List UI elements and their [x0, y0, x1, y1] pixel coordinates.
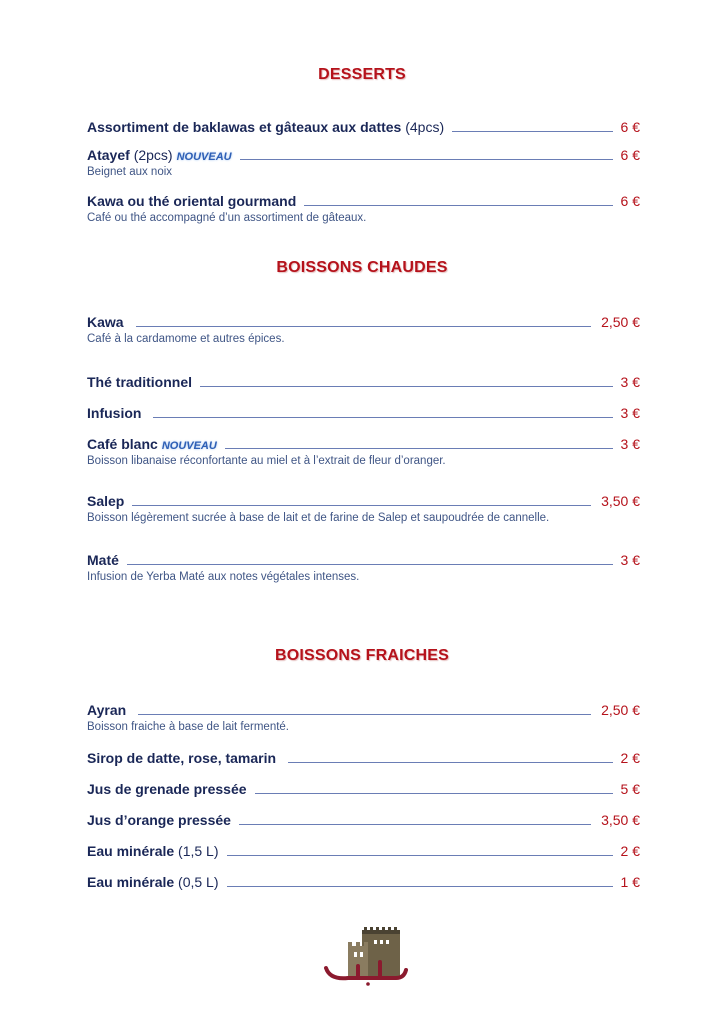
item-price: 2,50 €	[601, 314, 640, 330]
leader-line	[138, 713, 591, 715]
item-price: 1 €	[620, 874, 640, 890]
item-price: 6 €	[620, 119, 640, 135]
menu-item	[87, 432, 640, 452]
item-description: Café à la cardamome et autres épices.	[87, 333, 285, 345]
item-name: Eau minérale (1,5 L)	[87, 843, 219, 859]
item-name: Sirop de datte, rose, tamarin	[87, 750, 277, 766]
menu-item	[87, 808, 640, 828]
section-title-boissons-chaudes: BOISSONS CHAUDES	[276, 259, 448, 276]
item-description: Boisson fraiche à base de lait fermenté.	[87, 721, 290, 733]
item-description: Boisson légèrement sucrée à base de lait et de farine de Salep et saupoudrée de cannelle.	[87, 512, 550, 524]
item-description: Café ou thé accompagné d’un assortiment de gâteaux.	[87, 212, 367, 224]
leader-line	[132, 504, 591, 506]
item-name: Kawa ou thé oriental gourmand	[87, 193, 297, 209]
menu-item	[87, 839, 640, 859]
item-price: 3 €	[620, 405, 640, 421]
leader-line	[136, 325, 591, 327]
item-price: 6 €	[620, 193, 640, 209]
item-price: 6 €	[620, 147, 640, 163]
item-price: 5 €	[620, 781, 640, 797]
leader-line	[240, 158, 613, 160]
leader-line	[304, 204, 612, 206]
item-description: Infusion de Yerba Maté aux notes végétales intenses.	[87, 571, 360, 583]
castle-logo-icon	[318, 926, 418, 986]
item-name: Jus de grenade pressée	[87, 781, 247, 797]
menu-item	[87, 548, 640, 568]
menu-item	[87, 115, 640, 135]
menu-item	[87, 370, 640, 390]
item-price: 3,50 €	[601, 493, 640, 509]
item-price: 2,50 €	[601, 702, 640, 718]
leader-line	[288, 761, 612, 763]
item-name: Jus d’orange pressée	[87, 812, 231, 828]
item-price: 3 €	[620, 552, 640, 568]
item-price: 2 €	[620, 750, 640, 766]
menu-item	[87, 310, 640, 330]
menu-item	[87, 746, 640, 766]
menu-item	[87, 777, 640, 797]
item-price: 3 €	[620, 374, 640, 390]
item-name: Infusion	[87, 405, 142, 421]
menu-item	[87, 698, 640, 718]
leader-line	[227, 885, 613, 887]
menu-item	[87, 143, 640, 163]
section-title-desserts: DESSERTS	[318, 66, 406, 83]
item-name: Kawa	[87, 314, 124, 330]
item-description: Beignet aux noix	[87, 166, 173, 178]
item-name: Café blanc	[87, 436, 158, 452]
item-name: Assortiment de baklawas et gâteaux aux dattes (4pcs)	[87, 119, 445, 135]
section-title-boissons-fraiches: BOISSONS FRAICHES	[274, 647, 450, 664]
leader-line	[227, 854, 613, 856]
leader-line	[239, 823, 591, 825]
leader-line	[255, 792, 613, 794]
leader-line	[225, 447, 613, 449]
item-name: Salep	[87, 493, 125, 509]
menu-item	[87, 870, 640, 890]
item-name: Eau minérale (0,5 L)	[87, 874, 219, 890]
menu-item	[87, 489, 640, 509]
new-badge: NOUVEAU	[176, 151, 232, 163]
item-price: 3 €	[620, 436, 640, 452]
item-price: 2 €	[620, 843, 640, 859]
item-name: Ayran	[87, 702, 127, 718]
leader-line	[452, 130, 612, 132]
item-name: Thé traditionnel	[87, 374, 192, 390]
item-price: 3,50 €	[601, 812, 640, 828]
leader-line	[200, 385, 613, 387]
leader-line	[127, 563, 613, 565]
item-name: Maté	[87, 552, 119, 568]
leader-line	[153, 416, 612, 418]
item-name: Atayef (2pcs)	[87, 147, 173, 163]
menu-item	[87, 189, 640, 209]
item-description: Boisson libanaise réconfortante au miel et à l’extrait de fleur d’oranger.	[87, 455, 446, 467]
new-badge: NOUVEAU	[161, 440, 217, 452]
menu-item	[87, 401, 640, 421]
